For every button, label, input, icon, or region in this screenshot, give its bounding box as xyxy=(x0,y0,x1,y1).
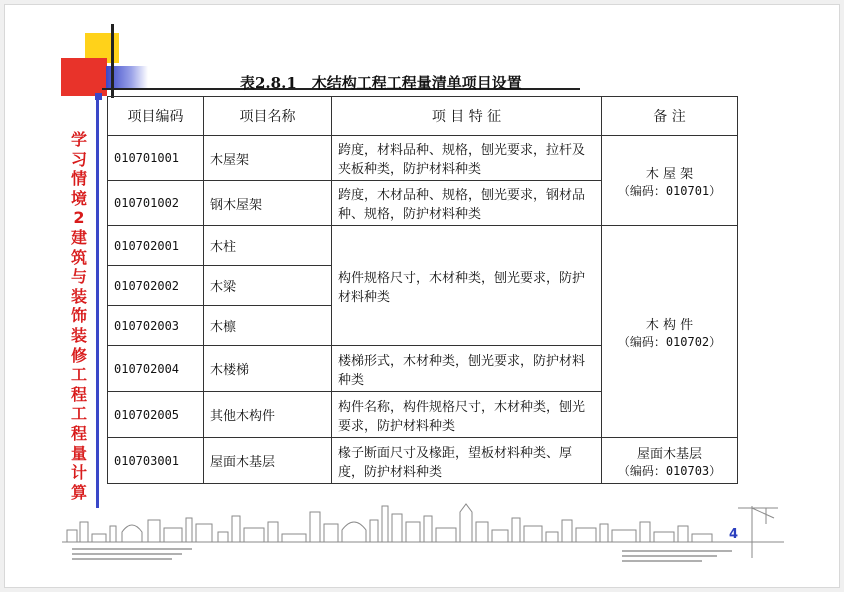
table-row xyxy=(108,226,738,266)
cell-name: 屋面木基层 xyxy=(204,438,332,484)
cell-features: 跨度，木材品种、规格，刨光要求，钢材品种、规格，防护材料种类 xyxy=(332,181,602,226)
note-name: 木 构 件 xyxy=(645,317,694,333)
note-name: 屋面木基层 xyxy=(636,446,702,462)
cell-features: 楼梯形式，木材种类，刨光要求，防护材料种类 xyxy=(332,346,602,392)
page-number: 4 xyxy=(729,527,739,542)
header-notes: 备 注 xyxy=(602,97,738,136)
cell-code: 010702002 xyxy=(108,266,204,306)
city-skyline-illustration xyxy=(62,500,784,566)
cell-code: 010702001 xyxy=(108,226,204,266)
cell-name: 钢木屋架 xyxy=(204,181,332,226)
cell-code: 010702003 xyxy=(108,306,204,346)
cell-code: 010701001 xyxy=(108,136,204,181)
cell-note xyxy=(602,226,738,438)
cell-features: 构件规格尺寸，木材种类，刨光要求，防护材料种类 xyxy=(332,226,602,346)
decor-blue-dot xyxy=(95,93,102,100)
cell-code: 010702004 xyxy=(108,346,204,392)
table-header-row xyxy=(108,97,738,136)
cell-code: 010702005 xyxy=(108,392,204,438)
page-title: 表2.8.1 木结构工程工程量清单项目设置 xyxy=(240,74,522,92)
header-features: 项 目 特 征 xyxy=(332,97,602,136)
cell-name: 其他木构件 xyxy=(204,392,332,438)
side-section-label: 学习情境2 建筑与装饰装修工程工程量计算 xyxy=(70,130,87,502)
header-name: 项目名称 xyxy=(204,97,332,136)
table-row xyxy=(108,136,738,181)
cell-features: 跨度，材料品种、规格，刨光要求，拉杆及夹板种类，防护材料种类 xyxy=(332,136,602,181)
cell-name: 木檩 xyxy=(204,306,332,346)
decor-red-square xyxy=(61,58,107,96)
cell-note xyxy=(602,136,738,226)
bill-of-quantities-table xyxy=(107,96,738,484)
header-code: 项目编码 xyxy=(108,97,204,136)
cell-name: 木楼梯 xyxy=(204,346,332,392)
cell-note xyxy=(602,438,738,484)
note-code: （编码：010702） xyxy=(617,334,722,349)
note-code: （编码：010703） xyxy=(617,463,722,478)
cell-code: 010701002 xyxy=(108,181,204,226)
table-row xyxy=(108,438,738,484)
note-code: （编码：010701） xyxy=(617,183,722,198)
decor-blue-vertical-line xyxy=(96,100,99,508)
cell-name: 木屋架 xyxy=(204,136,332,181)
cell-name: 木柱 xyxy=(204,226,332,266)
cell-name: 木梁 xyxy=(204,266,332,306)
cell-features: 椽子断面尺寸及椽距，望板材料种类、厚度，防护材料种类 xyxy=(332,438,602,484)
note-name: 木 屋 架 xyxy=(645,166,694,182)
decor-vertical-line xyxy=(111,24,114,98)
cell-features: 构件名称，构件规格尺寸，木材种类，刨光要求，防护材料种类 xyxy=(332,392,602,438)
cell-code: 010703001 xyxy=(108,438,204,484)
